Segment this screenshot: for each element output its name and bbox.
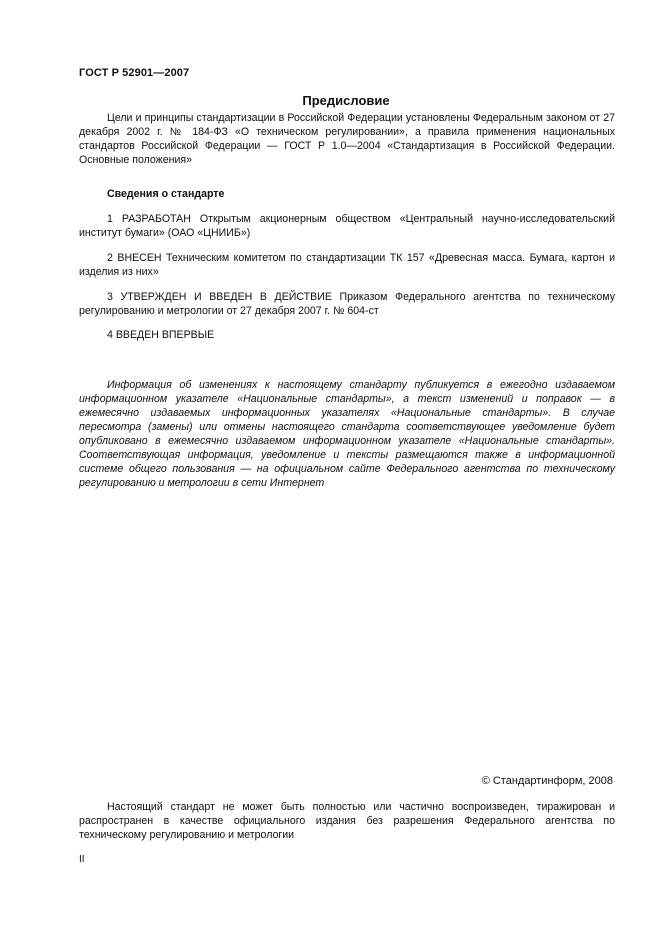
copyright-line: © Стандартинформ, 2008 [481, 775, 613, 787]
list-item: 2 ВНЕСЕН Техническим комитетом по стандартизации ТК 157 «Древесная масса. Бумага, картон и изделия из них» [79, 252, 615, 278]
section-heading: Сведения о стандарте [107, 188, 225, 200]
legal-note: Настоящий стандарт не может быть полностью или частично воспроизведен, тиражирован и распространен в качестве официального издания без разрешения Федерального агентства по техническому регулированию и метрологии [79, 801, 615, 841]
list-item: 3 УТВЕРЖДЕН И ВВЕДЕН В ДЕЙСТВИЕ Приказом Федерального агентства по техническому регулированию и метрологии от 27 декабря 2007 г. № 604-ст [79, 291, 615, 317]
intro-paragraph: Цели и принципы стандартизации в Российской Федерации установлены Федеральным законом от 27 декабря 2002 г. № 184-ФЗ «О техническом регулировании», а правила применения национальных стандартов Российской Федерации — ГОСТ Р 1.0—2004 «Стандартизация в Российской Федерации. Основные положения» [79, 112, 615, 166]
info-note: Информация об изменениях к настоящему стандарту публикуется в ежегодно издаваемом информационном указателе «Национальные стандарты», а текст изменений и поправок — в ежемесячно издаваемых информационных указателях «Национальные стандарты». В случае пересмотра (замены) или отмены настоящего стандарта соответствующее уведомление будет опубликовано в ежемесячно издаваемом информационном указателе «Национальные стандарты». Соответствующая информация, уведомление и тексты размещаются также в информационной системе общего пользования — на официальном сайте Федерального агентства по техническому регулированию и метрологии в сети Интернет [79, 379, 615, 489]
list-item: 1 РАЗРАБОТАН Открытым акционерным обществом «Центральный научно-исследовательский институт бумаги» (ОАО «ЦНИИБ») [79, 213, 615, 239]
document-code: ГОСТ Р 52901—2007 [79, 67, 190, 79]
page-title: Предисловие [302, 93, 390, 108]
page-number: II [79, 854, 85, 865]
list-item: 4 ВВЕДЕН ВПЕРВЫЕ [107, 329, 215, 341]
